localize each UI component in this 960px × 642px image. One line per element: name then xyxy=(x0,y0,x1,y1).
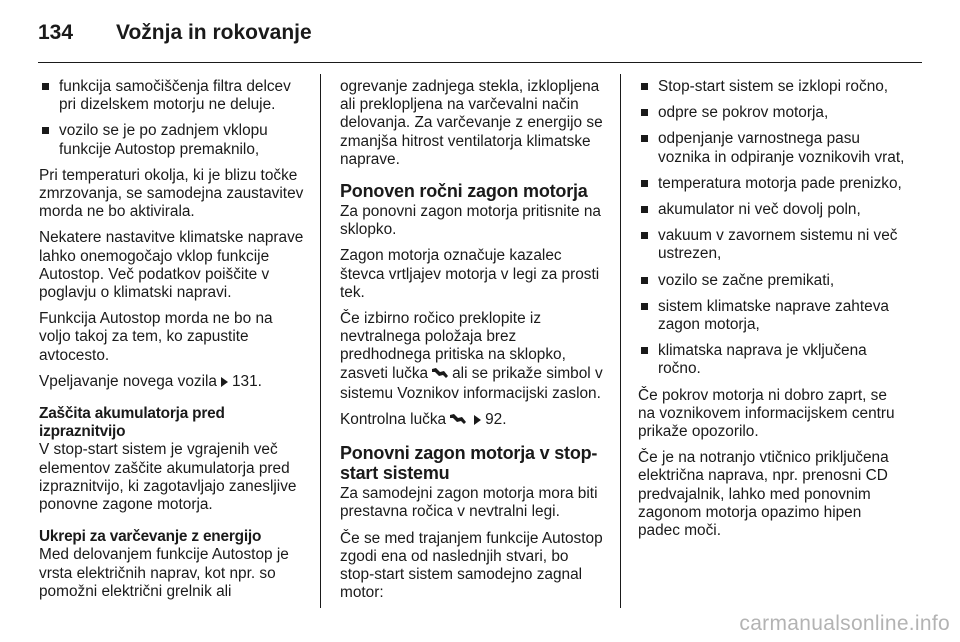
column-1 xyxy=(39,78,305,609)
list-item: akumulator ni več dovolj poln, xyxy=(638,201,906,219)
page-title: Vožnja in rokovanje xyxy=(116,21,312,44)
page-header xyxy=(38,16,312,50)
paragraph-with-reference: Kontrolna lučka 92. xyxy=(340,411,606,431)
paragraph: V stop-start sistem je vgrajenih več elementov zaščite akumulatorja pred izpraznitvijo, ki zagotavljajo zanesljive ponovne zagone motorja. xyxy=(39,441,297,514)
header-rule xyxy=(38,62,922,63)
page-reference-arrow-icon xyxy=(474,415,481,425)
paragraph: Nekatere nastavitve klimatske naprave lahko onemogočajo vklop funkcije Autostop. Več podatkov poiščite v poglavju o klimatski napravi. xyxy=(39,229,304,302)
section-heading-battery: Zaščita akumulatorja pred izpraznitvijo xyxy=(39,405,225,441)
column-2 xyxy=(340,78,606,610)
section-heading-auto-restart: Ponovni zagon motorja v stop-start sistemu xyxy=(340,443,598,484)
paragraph: Za ponovni zagon motorja pritisnite na sklopko. xyxy=(340,203,601,239)
section-heading-energy-saving: Ukrepi za varčevanje z energijo xyxy=(39,528,262,546)
paragraph: Če je na notranjo vtičnico priključena električna naprava, npr. prenosni CD predvajalnik, lahko med ponovnim zagonom motorja opazimo hipen padec moči. xyxy=(638,449,889,540)
paragraph-with-reference: Vpeljavanje novega vozila 131. xyxy=(39,372,262,390)
list-item: vozilo se začne premikati, xyxy=(638,272,906,290)
bullet-square-icon xyxy=(641,303,648,310)
list-item: Stop-start sistem se izklopi ročno, xyxy=(638,78,906,96)
bullet-list-1 xyxy=(39,78,305,159)
list-item: vakuum v zavornem sistemu ni več ustrezen, xyxy=(638,227,906,263)
list-item: odpenjanje varnostnega pasu voznika in odpiranje voznikovih vrat, xyxy=(638,130,906,166)
bullet-square-icon xyxy=(641,180,648,187)
paragraph: Funkcija Autostop morda ne bo na voljo takoj za tem, ko zapustite avtocesto. xyxy=(39,310,273,364)
section-heading-manual-restart: Ponoven ročni zagon motorja xyxy=(340,181,588,202)
page-number: 134 xyxy=(38,21,74,44)
column-divider-1 xyxy=(320,74,321,608)
engine-restart-lamp-icon xyxy=(449,412,467,431)
bullet-square-icon xyxy=(42,127,49,134)
bullet-square-icon xyxy=(641,232,648,239)
bullet-list-3 xyxy=(638,78,906,379)
bullet-square-icon xyxy=(641,135,648,142)
column-3 xyxy=(638,78,906,548)
list-item: vozilo se je po zadnjem vklopu funkcije Autostop premaknilo, xyxy=(39,122,305,158)
list-item: sistem klimatske naprave zahteva zagon motorja, xyxy=(638,298,906,334)
paragraph: Med delovanjem funkcije Autostop je vrsta električnih naprav, kot npr. so pomožni električni grelnik ali xyxy=(39,546,289,600)
paragraph: Če se med trajanjem funkcije Autostop zgodi ena od naslednjih stvari, bo stop-start sistem samodejno zagnal motor: xyxy=(340,529,603,602)
paragraph: Zagon motorja označuje kazalec števca vrtljajev motorja v legi za prosti tek. xyxy=(340,247,600,301)
paragraph: ogrevanje zadnjega stekla, izklopljena ali preklopljena na varčevalni način delovanja. Za varčevanje z energijo se zmanjša hitrost ventilatorja klimatske naprave. xyxy=(340,78,603,168)
bullet-square-icon xyxy=(42,83,49,90)
bullet-square-icon xyxy=(641,109,648,116)
page-reference[interactable]: 131. xyxy=(231,372,262,390)
paragraph: Če pokrov motorja ni dobro zaprt, se na voznikovem informacijskem centru prikaže opozorilo. xyxy=(638,386,895,441)
bullet-square-icon xyxy=(641,347,648,354)
list-item: temperatura motorja pade prenizko, xyxy=(638,175,906,193)
page-reference[interactable]: 92. xyxy=(485,411,507,429)
list-item: klimatska naprava je vključena ročno. xyxy=(638,342,906,378)
watermark: carmanualsonline.info xyxy=(739,612,950,635)
bullet-square-icon xyxy=(641,83,648,90)
page-reference-arrow-icon xyxy=(221,377,228,387)
engine-restart-lamp-icon xyxy=(431,366,449,385)
bullet-square-icon xyxy=(641,277,648,284)
paragraph: Pri temperaturi okolja, ki je blizu točke zmrzovanja, se samodejna zaustavitev morda ne bo aktivirala. xyxy=(39,166,304,221)
list-item: odpre se pokrov motorja, xyxy=(638,104,906,122)
paragraph: Za samodejni zagon motorja mora biti prestavna ročica v nevtralni legi. xyxy=(340,485,598,521)
list-item: funkcija samočiščenja filtra delcev pri dizelskem motorju ne deluje. xyxy=(39,78,305,114)
paragraph-with-lamp: Če izbirno ročico preklopite iz nevtralnega položaja brez predhodnega pritiska na sklopko, zasveti lučka ali se prikaže simbol v sistemu Voznikov informacijski zaslon. xyxy=(340,310,603,402)
column-divider-2 xyxy=(620,74,621,608)
bullet-square-icon xyxy=(641,206,648,213)
